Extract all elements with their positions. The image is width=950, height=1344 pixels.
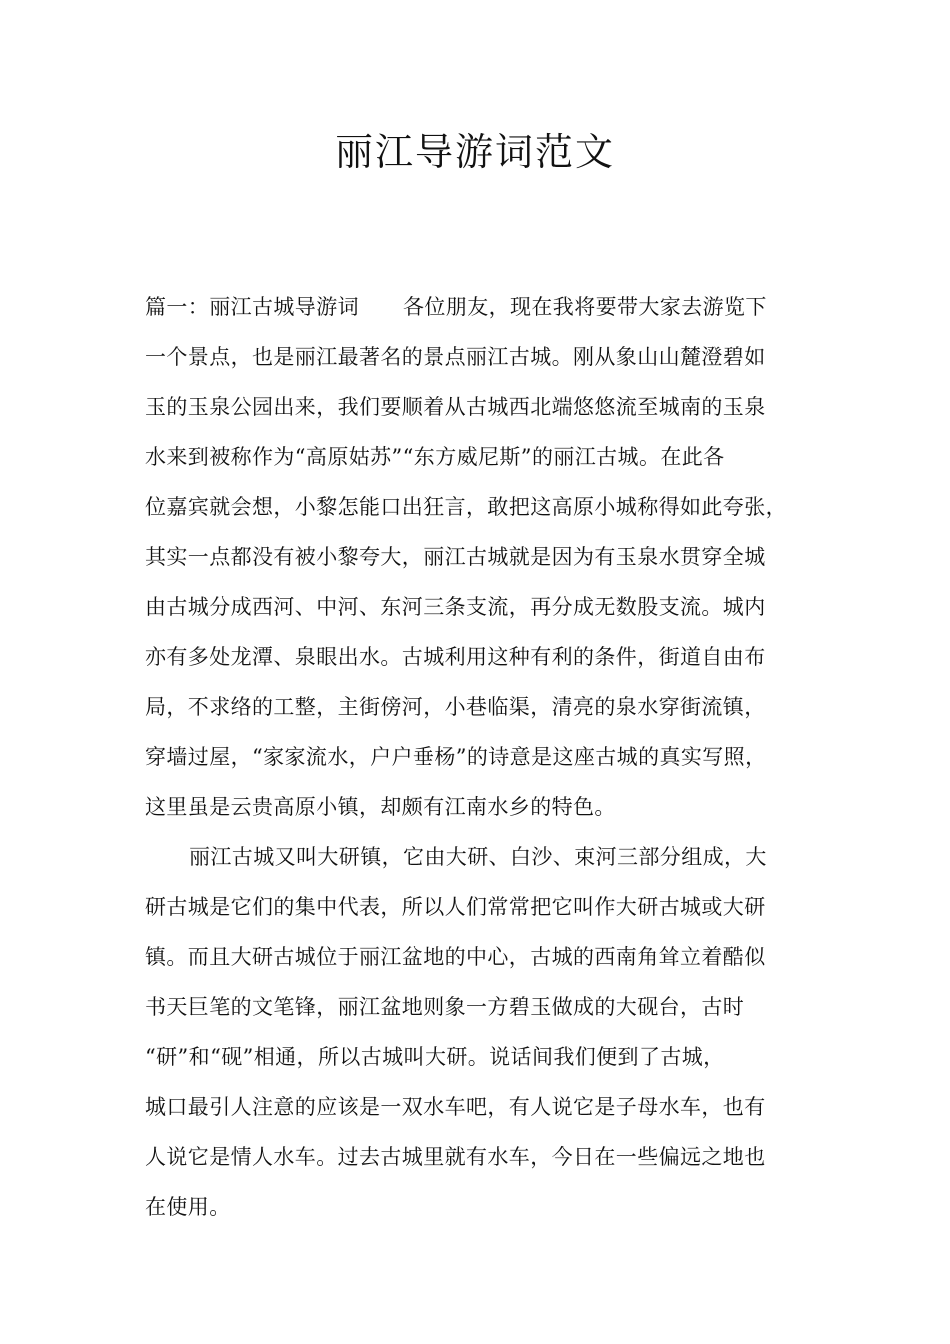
text-line-3: 玉的玉泉公园出来，我们要顺着从古城西北端悠悠流至城南的玉泉	[145, 395, 766, 419]
document-body	[145, 282, 825, 1232]
text-line-2: 一个景点，也是丽江最著名的景点丽江古城。刚从象山山麓澄碧如	[145, 345, 766, 369]
document-title: 丽江导游词范文	[334, 130, 615, 174]
text-line-12	[145, 832, 825, 882]
text-line-18: 人说它是情人水车。过去古城里就有水车，今日在一些偏远之地也	[145, 1145, 766, 1169]
text-line-9: 局，不求络的工整，主街傍河，小巷临渠，清亮的泉水穿街流镇，	[145, 695, 766, 719]
text-line-1	[145, 282, 825, 332]
text-line-10: 穿墙过屋，“家家流水，户户垂杨”的诗意是这座古城的真实写照，	[145, 745, 767, 769]
text-line-16: “研”和“砚”相通，所以古城叫大研。说话间我们便到了古城，	[145, 1045, 725, 1069]
text-line-13: 研古城是它们的集中代表，所以人们常常把它叫作大研古城或大研	[145, 895, 766, 919]
text-segment: 各位朋友，现在我将要带大家去游览下	[403, 295, 767, 319]
text-line-19: 在使用。	[145, 1195, 231, 1219]
text-line-11: 这里虽是云贵高原小镇，却颇有江南水乡的特色。	[145, 795, 616, 819]
text-line-5: 位嘉宾就会想，小黎怎能口出狂言，敢把这高原小城称得如此夸张，	[145, 495, 787, 519]
text-line-17: 城口最引人注意的应该是一双水车吧，有人说它是子母水车，也有	[145, 1095, 766, 1119]
section-heading: 篇一：丽江古城导游词	[145, 295, 359, 319]
text-line-6: 其实一点都没有被小黎夸大，丽江古城就是因为有玉泉水贯穿全城	[145, 545, 766, 569]
text-line-15: 书天巨笔的文笔锋，丽江盆地则象一方碧玉做成的大砚台，古时	[145, 995, 745, 1019]
text-line-8: 亦有多处龙潭、泉眼出水。古城利用这种有利的条件，街道自由布	[145, 645, 766, 669]
text-line-4: 水来到被称作为“高原姑苏”“东方威尼斯”的丽江古城。在此各	[145, 445, 725, 469]
text-line-7: 由古城分成西河、中河、东河三条支流，再分成无数股支流。城内	[145, 595, 766, 619]
text-line-14: 镇。而且大研古城位于丽江盆地的中心，古城的西南角耸立着酷似	[145, 945, 766, 969]
paragraph-start: 丽江古城又叫大研镇，它由大研、白沙、束河三部分组成，大	[189, 845, 767, 869]
